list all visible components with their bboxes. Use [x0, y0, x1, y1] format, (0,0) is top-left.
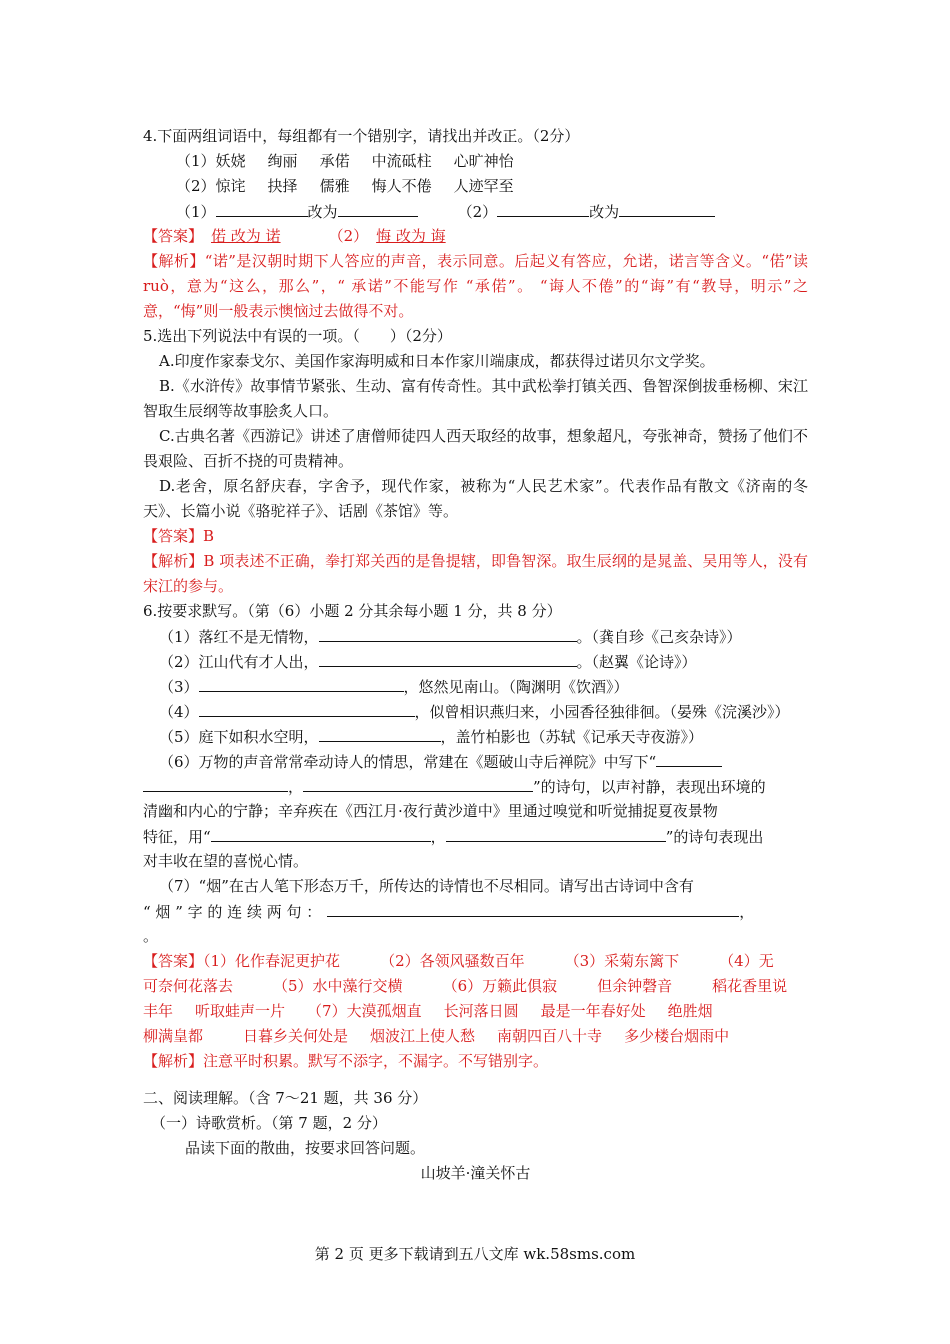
q6-item-3 — [143, 674, 808, 699]
q5-answer — [143, 524, 808, 549]
q6-6-text-3: 特征，用“ — [143, 828, 211, 846]
q4-blank-2b[interactable] — [619, 199, 715, 217]
q4-change-label: 改为 — [589, 203, 620, 221]
q6-item-7-end: 。 — [143, 927, 159, 945]
q6-6-text-2: ”的诗句，以声衬静，表现出环境的 — [533, 778, 766, 796]
q6-answer: （3）采菊东篱下 — [564, 952, 680, 970]
answer-tag: 【答案】 — [143, 952, 204, 970]
q6-answer: 可奈何花落去 — [143, 977, 234, 995]
q6-6-blank-e[interactable] — [446, 824, 666, 842]
q4-g1-word: （1）妖娆 — [176, 152, 246, 170]
q6-answer-line-2 — [143, 974, 808, 999]
q4-g2-word: 人迹罕至 — [453, 177, 514, 195]
q6-answer: 柳满皇都 — [143, 1027, 204, 1045]
q6-item-2 — [143, 649, 808, 674]
q6-answer: （2）各领风骚数百年 — [380, 952, 525, 970]
q6-answer-line-3 — [143, 999, 808, 1024]
q6-answer: 日暮乡关何处是 — [243, 1027, 349, 1045]
q4-g1-word: 绚丽 — [267, 152, 298, 170]
analysis-tag: 【解析】 — [143, 1052, 204, 1070]
q6-answer: 多少楼台烟雨中 — [624, 1027, 730, 1045]
q6-answer-line-1 — [143, 949, 808, 974]
q6-item-6-line4 — [143, 824, 808, 849]
q4-g1-word: 承偌 — [319, 152, 350, 170]
q6-item-6-cont — [143, 774, 808, 799]
poem-title: 山坡羊·潼关怀古 — [420, 1164, 531, 1182]
q4-blank-1b[interactable] — [338, 199, 418, 217]
q4-analysis — [143, 249, 808, 324]
q6-4-source: ，似曾相识燕归来，小园香径独徘徊。（晏殊《浣溪沙》） — [414, 703, 790, 721]
q6-1-text: （1）落红不是无情物， — [159, 628, 319, 646]
q6-7-comma: ， — [739, 903, 755, 921]
q6-4-blank[interactable] — [199, 699, 415, 717]
q6-6-text: （6）万物的声音常常牵动诗人的情思，常建在《题破山寺后禅院》中写下“ — [159, 753, 657, 771]
q6-analysis — [143, 1049, 808, 1074]
q6-analysis-text: 注意平时积累。默写不添字，不漏字。不写错别字。 — [203, 1052, 549, 1070]
q6-7-text: “ 烟 ” 字 的 连 续 两 句 ： — [143, 903, 322, 921]
q6-answer: 烟波江上使人愁 — [370, 1027, 476, 1045]
q6-5-blank[interactable] — [319, 724, 441, 742]
q6-6-blank-b[interactable] — [143, 774, 288, 792]
q6-answer: （7）大漠孤烟直 — [307, 1002, 422, 1020]
q4-analysis-text: “诺”是汉朝时期下人答应的声音，表示同意。后起义有答应，允诺，诺言等含义。“偌”读 ruò，意为“这么，那么”，“ 承诺”不能写作 “承偌”。 “诲人不倦”的“诲”有“教导，明示”之意，“悔”则一般表示懊恼过去做得不对。 — [143, 252, 808, 320]
q6-2-source: 。（赵翼《论诗》） — [576, 653, 697, 671]
q6-5-text: （5）庭下如积水空明， — [159, 728, 319, 746]
q4-blank-2a[interactable] — [497, 199, 589, 217]
q6-answer: （1）化作春泥更护花 — [203, 952, 341, 970]
q6-7-blank[interactable] — [327, 899, 739, 917]
q4-g1-word: 中流砥柱 — [371, 152, 432, 170]
q6-item-7-cont — [143, 899, 808, 924]
q6-answer: 长河落日圆 — [443, 1002, 519, 1020]
q6-answer: （6）万籁此俱寂 — [442, 977, 558, 995]
q4-fill-2-label: （2） — [457, 203, 498, 221]
q4-g2-word: 抉择 — [267, 177, 298, 195]
q4-answer-2-num: （2） — [328, 227, 369, 245]
q6-6-comma: ， — [288, 778, 304, 796]
q6-5-source: ，盖竹柏影也（苏轼《记承天寺夜游》） — [440, 728, 704, 746]
q6-1-blank[interactable] — [319, 624, 577, 642]
q4-change-label: 改为 — [307, 203, 338, 221]
q4-group-1 — [143, 149, 808, 174]
q4-g2-word: （2）惊诧 — [176, 177, 246, 195]
q6-answer: 稻花香里说 — [712, 977, 788, 995]
q6-answer: 但余钟磬音 — [597, 977, 673, 995]
q6-item-1 — [143, 624, 808, 649]
q4-answer-1: 偌 改为 诺 — [211, 227, 281, 245]
q6-6-blank-a[interactable] — [656, 749, 722, 767]
q4-g2-word: 悔人不倦 — [371, 177, 432, 195]
q5-option-d: D.老舍，原名舒庆春，字舍予，现代作家，被称为“人民艺术家”。代表作品有散文《济南的冬天》、长篇小说《骆驼祥子》、话剧《茶馆》等。 — [143, 477, 808, 520]
q6-stem: 6.按要求默写。（第（6）小题 2 分其余每小题 1 分，共 8 分） — [143, 602, 562, 620]
q6-2-text: （2）江山代有才人出， — [159, 653, 319, 671]
q6-answer: 丰年 — [143, 1002, 174, 1020]
q5-stem: 5.选出下列说法中有误的一项。（ ）（2分） — [143, 327, 452, 345]
q6-answer: 绝胜烟 — [667, 1002, 713, 1020]
answer-tag: 【答案】 — [143, 227, 204, 245]
q4-group-2 — [143, 174, 808, 199]
q6-4-text: （4） — [159, 703, 199, 721]
q6-answer: 最是一年春好处 — [540, 1002, 646, 1020]
q6-1-source: 。（龚自珍《己亥杂诗》） — [576, 628, 742, 646]
q6-3-text: （3） — [159, 678, 199, 696]
q6-answer: 南朝四百八十寺 — [497, 1027, 603, 1045]
q6-6-comma-2: ， — [430, 828, 446, 846]
q6-item-6-line5: 对丰收在望的喜悦心情。 — [143, 852, 309, 870]
q6-6-blank-d[interactable] — [211, 824, 431, 842]
q4-answer — [143, 224, 808, 249]
q6-item-7: （7）“烟”在古人笔下形态万千，所传达的诗情也不尽相同。请写出古诗词中含有 — [159, 877, 694, 895]
page-footer: 第 2 页 更多下载请到五八文库 wk.58sms.com — [314, 1245, 636, 1263]
q6-answer-line-4 — [143, 1024, 808, 1049]
q4-fill-line — [143, 199, 808, 224]
q6-3-source: ，悠然见南山。（陶渊明《饮酒》） — [403, 678, 629, 696]
section-2-instruction: 品读下面的散曲，按要求回答问题。 — [185, 1139, 426, 1157]
q6-6-blank-c[interactable] — [303, 774, 533, 792]
section-2-subheading: （一）诗歌赏析。（第 7 题，2 分） — [151, 1114, 387, 1132]
page-content — [143, 124, 808, 1186]
section-2-heading: 二、阅读理解。（含 7～21 题，共 36 分） — [143, 1089, 428, 1107]
q6-answer: （4）无 — [719, 952, 774, 970]
answer-tag: 【答案】 — [143, 527, 204, 545]
q6-item-5 — [143, 724, 808, 749]
q6-item-6 — [143, 749, 808, 774]
q5-option-c: C.古典名著《西游记》讲述了唐僧师徒四人西天取经的故事，想象超凡，夸张神奇，赞扬了他们不畏艰险、百折不挠的可贵精神。 — [143, 427, 808, 470]
q6-3-blank[interactable] — [199, 674, 404, 692]
q6-answer: 听取蛙声一片 — [195, 1002, 286, 1020]
q4-fill-1-label: （1） — [176, 203, 216, 221]
q4-stem: 4.下面两组词语中，每组都有一个错别字，请找出并改正。（2分） — [143, 127, 580, 145]
q4-g2-word: 儒雅 — [319, 177, 350, 195]
q5-answer-value: B — [203, 527, 215, 545]
q6-2-blank[interactable] — [319, 649, 577, 667]
q6-item-4 — [143, 699, 808, 724]
q5-option-b: B.《水浒传》故事情节紧张、生动、富有传奇性。其中武松拳打镇关西、鲁智深倒拔垂杨柳、宋江智取生辰纲等故事脍炙人口。 — [143, 377, 808, 420]
q6-answer: （5）水中藻行交横 — [273, 977, 403, 995]
q6-item-6-line3: 清幽和内心的宁静；辛弃疾在《西江月·夜行黄沙道中》里通过嗅觉和听觉捕捉夏夜景物 — [143, 802, 718, 820]
analysis-tag: 【解析】 — [143, 552, 204, 570]
q6-6-text-4: ”的诗句表现出 — [665, 828, 764, 846]
q4-blank-1a[interactable] — [216, 199, 308, 217]
q4-answer-2: 悔 改为 诲 — [376, 227, 446, 245]
q5-analysis — [143, 549, 808, 599]
analysis-tag: 【解析】 — [143, 252, 205, 270]
q5-analysis-text: B 项表述不正确，拳打郑关西的是鲁提辖，即鲁智深。取生辰纲的是晁盖、吴用等人，没有宋江的参与。 — [143, 552, 808, 595]
q4-g1-word: 心旷神怡 — [453, 152, 514, 170]
q5-option-a: A.印度作家泰戈尔、美国作家海明威和日本作家川端康成，都获得过诺贝尔文学奖。 — [159, 352, 715, 370]
